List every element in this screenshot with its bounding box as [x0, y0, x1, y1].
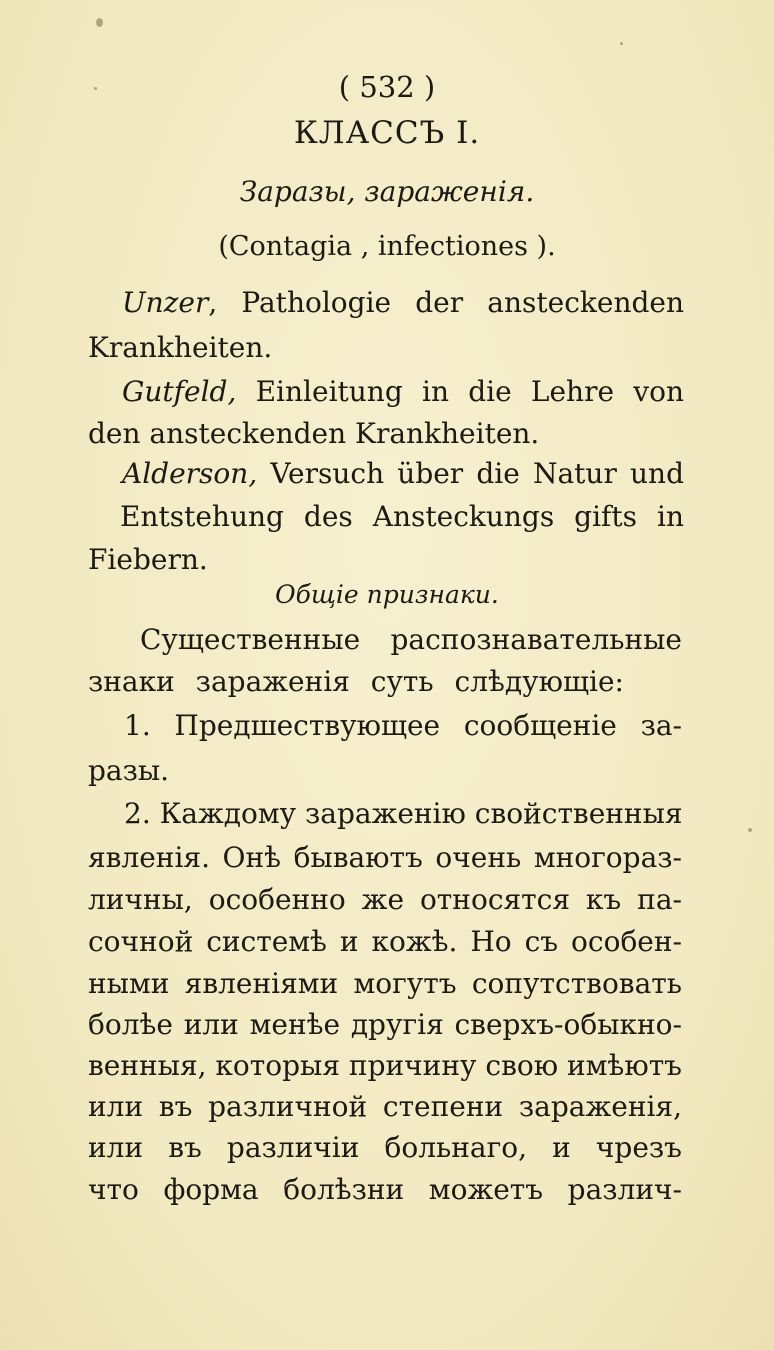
chapter-subtitle: Заразы, зараженія. [239, 175, 535, 208]
latin-subtitle: (Contagia , infectiones ). [218, 231, 556, 262]
body-line: болѣе или менѣе другія сверхъ-обыкно- [88, 1008, 682, 1041]
body-line: 1. Предшествующее сообщеніе за- [124, 709, 682, 742]
reference-text: Einleitung in die Lehre von [255, 375, 684, 408]
body-line: сочной системѣ и кожѣ. Но съ особен- [88, 925, 682, 958]
reference-unzer-line1 [122, 286, 684, 319]
reference-text: , Pathologie der ansteckenden [208, 286, 684, 319]
reference-author: Gutfeld, [122, 375, 237, 408]
body-line: личны, особенно же относятся къ па- [88, 883, 682, 916]
page-number: ( 532 ) [338, 70, 436, 104]
class-heading: КЛАССЪ I. [293, 115, 481, 151]
body-line: Существенные распознавательные [140, 623, 682, 656]
body-line: венныя, которыя причину свою имѣютъ [88, 1049, 682, 1082]
body-line: явленія. Онѣ бываютъ очень многораз- [88, 841, 682, 874]
body-line: что форма болѣзни можетъ различ- [88, 1173, 682, 1206]
body-line: 2. Каждому зараженію свойственныя [124, 797, 683, 830]
reference-gutfeld-line1 [122, 375, 684, 408]
reference-alderson-line1 [122, 457, 684, 490]
paper-speck [620, 42, 623, 45]
body-line: разы. [88, 754, 170, 787]
reference-text: Versuch über die Natur und [270, 457, 684, 490]
body-line: или въ различіи больнаго, и чрезъ [88, 1131, 682, 1164]
section-subtitle: Общіе признаки. [275, 580, 499, 609]
reference-author: Unzer [122, 286, 209, 319]
reference-gutfeld-line2: den ansteckenden Krankheiten. [88, 417, 540, 450]
body-line: знаки зараженія суть слѣдующіе: [88, 665, 624, 698]
body-line: или въ различной степени зараженія, [88, 1090, 682, 1123]
body-line: ными явленіями могутъ сопутствовать [88, 967, 682, 1000]
reference-unzer-line2: Krankheiten. [88, 331, 273, 364]
paper-speck [96, 18, 103, 27]
reference-author: Alderson, [122, 457, 258, 490]
paper-speck [748, 828, 752, 832]
reference-alderson-line2: Entstehung des Ansteckungs gifts in [120, 500, 684, 533]
reference-alderson-line3: Fiebern. [88, 543, 208, 576]
